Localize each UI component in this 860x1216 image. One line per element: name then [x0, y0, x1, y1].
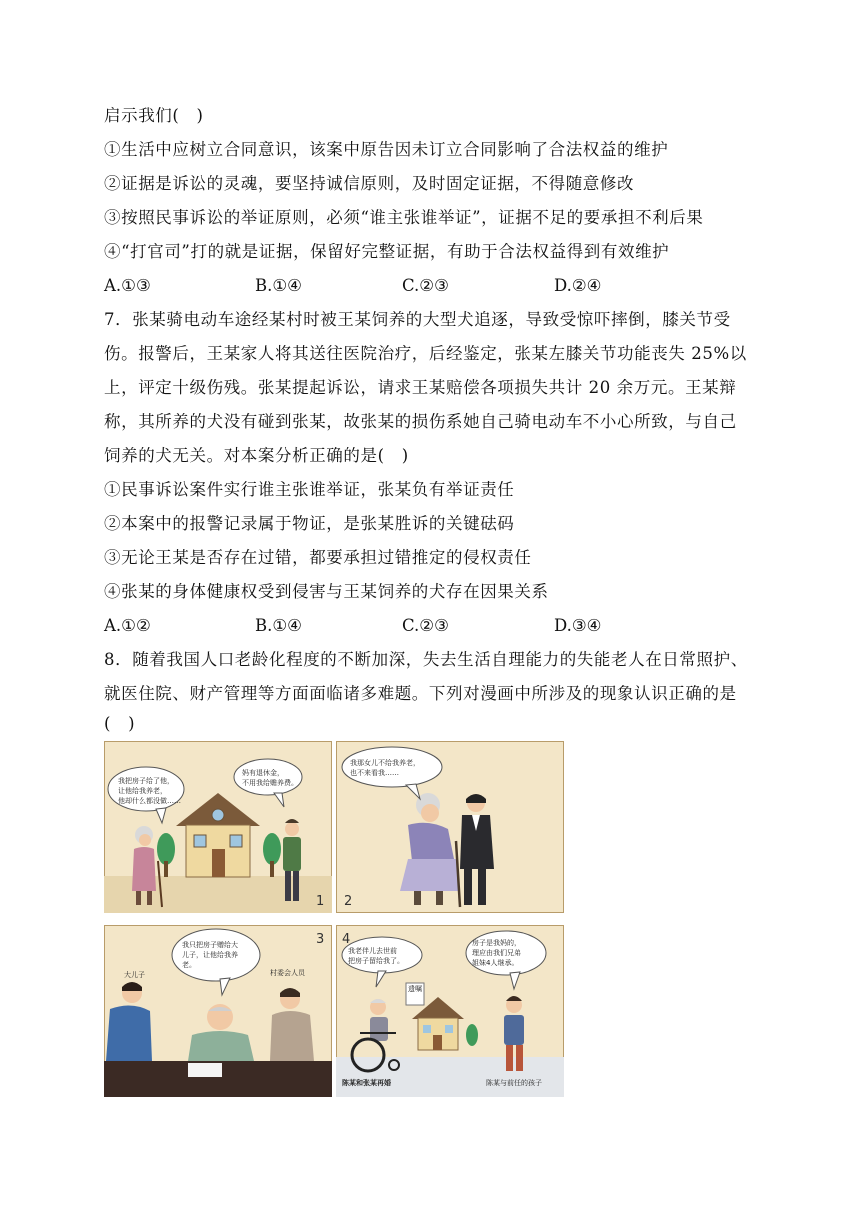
p4-caption-left: 陈某和张某再婚: [342, 1079, 391, 1087]
p2-bubble-line-1: 我那女儿不给我养老，: [350, 759, 420, 767]
p4-caption-right: 陈某与前任的孩子: [486, 1079, 542, 1087]
p4-bubble-left-line-2: 把房子留给我了。: [348, 957, 404, 965]
q7-statement-4: ④张某的身体健康权受到侵害与王某饲养的犬存在因果关系: [104, 582, 549, 601]
comic-panel-4-drawing: [336, 925, 564, 1097]
panel-4-number: 4: [342, 932, 351, 947]
p3-bubble-line-1: 我只把房子赠给大: [182, 941, 238, 949]
panel-1-number: 1: [316, 894, 325, 909]
q7-option-b[interactable]: B.①④: [255, 616, 302, 635]
comic-panel-1-drawing: [104, 741, 332, 913]
q6-option-c[interactable]: C.②③: [402, 276, 449, 295]
comic-panel-1: [104, 741, 332, 913]
p3-bubble-line-3: 老。: [182, 961, 196, 969]
q8-stem-line-1: 8．随着我国人口老龄化程度的不断加深，失去生活自理能力的失能老人在日常照护、: [104, 650, 748, 669]
p1-bubble-left-line-2: 让他给我养老，: [118, 787, 167, 795]
q7-option-a[interactable]: A.①②: [104, 616, 151, 635]
q6-statement-4: ④“打官司”打的就是证据，保留好完整证据，有助于合法权益得到有效维护: [104, 242, 670, 261]
q6-stem-tail: 启示我们( ): [104, 106, 204, 125]
q7-statement-3: ③无论王某是否存在过错，都要承担过错推定的侵权责任: [104, 548, 532, 567]
panel-2-number: 2: [344, 894, 353, 909]
q7-statement-2: ②本案中的报警记录属于物证，是张某胜诉的关键砝码: [104, 514, 515, 533]
p1-bubble-right-line-2: 不用我给赡养费。: [242, 779, 298, 787]
p4-bubble-right-line-1: 房子是我妈的，: [472, 939, 521, 947]
comic-panel-3: [104, 925, 332, 1097]
comic-panel-4: [336, 925, 564, 1097]
q6-statement-2: ②证据是诉讼的灵魂，要坚持诚信原则，及时固定证据，不得随意修改: [104, 174, 635, 193]
p4-bubble-left-line-1: 我老伴儿去世前: [348, 947, 397, 955]
q6-option-d[interactable]: D.②④: [554, 276, 602, 295]
comic-strip: [104, 741, 564, 1097]
p2-bubble-line-2: 也不来看我……: [350, 769, 399, 777]
p3-label-village-staff: 村委会人员: [270, 969, 305, 977]
p1-bubble-right-line-1: 妈有退休金，: [242, 769, 284, 777]
panel-3-number: 3: [316, 932, 325, 947]
q8-stem-line-2: 就医住院、财产管理等方面面临诸多难题。下列对漫画中所涉及的现象认识正确的是: [104, 684, 737, 703]
p4-bubble-right-line-2: 理应由我们兄弟: [472, 949, 521, 957]
p1-bubble-left-line-1: 我把房子给了他，: [118, 777, 174, 785]
q7-statement-1: ①民事诉讼案件实行谁主张谁举证，张某负有举证责任: [104, 480, 515, 499]
q7-stem-line-3: 上，评定十级伤残。张某提起诉讼，请求王某赔偿各项损失共计 20 余万元。王某辩: [104, 378, 737, 397]
q6-option-b[interactable]: B.①④: [255, 276, 302, 295]
q6-statement-3: ③按照民事诉讼的举证原则，必须“谁主张谁举证”，证据不足的要承担不利后果: [104, 208, 704, 227]
q8-stem-line-3: ( ): [104, 714, 136, 733]
q6-statement-1: ①生活中应树立合同意识，该案中原告因未订立合同影响了合法权益的维护: [104, 140, 669, 159]
q7-option-d[interactable]: D.③④: [554, 616, 602, 635]
p3-bubble-line-2: 儿子，让他给我养: [182, 951, 238, 959]
p4-bubble-right-line-3: 姐妹4人继承。: [472, 959, 519, 967]
comic-panel-3-drawing: [104, 925, 332, 1097]
p4-doc-label: 遗嘱: [408, 985, 422, 993]
q7-stem-line-5: 饲养的犬无关。对本案分析正确的是( ): [104, 446, 409, 465]
q6-option-a[interactable]: A.①③: [104, 276, 151, 295]
comic-panel-2: [336, 741, 564, 913]
p3-label-big-son: 大儿子: [124, 971, 145, 979]
q7-stem-line-1: 7．张某骑电动车途经某村时被王某饲养的大型犬追逐，导致受惊吓摔倒，膝关节受: [104, 310, 731, 329]
p1-bubble-left-line-3: 他却什么都没做……: [118, 797, 181, 805]
q7-option-c[interactable]: C.②③: [402, 616, 449, 635]
comic-panel-2-drawing: [336, 741, 564, 913]
q7-stem-line-4: 称，其所养的犬没有碰到张某，故张某的损伤系她自己骑电动车不小心所致，与自己: [104, 412, 737, 431]
q7-stem-line-2: 伤。报警后，王某家人将其送往医院治疗，后经鉴定，张某左膝关节功能丧失 25%以: [104, 344, 747, 363]
